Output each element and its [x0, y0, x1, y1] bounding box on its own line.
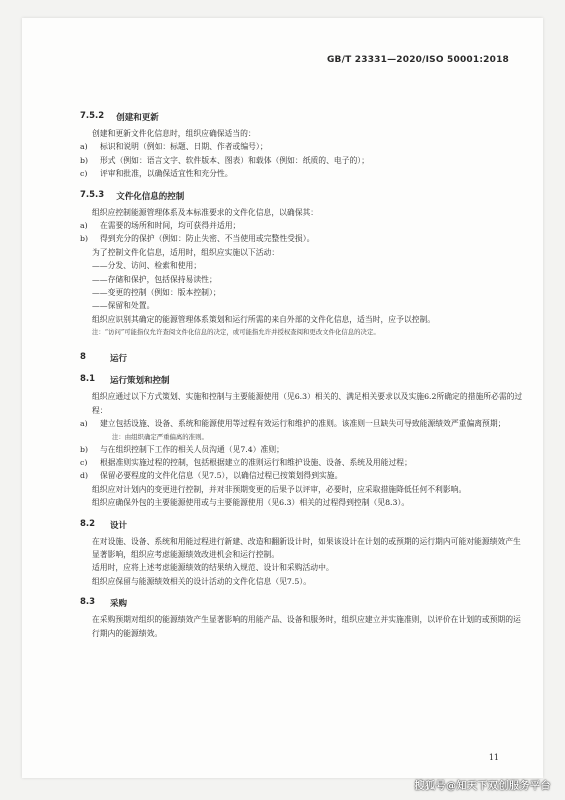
list-text: 建立包括设施、设备、系统和能源使用等过程有效运行和维护的准则。该准则一旦缺失可导致能源绩效严重偏离预期；	[100, 419, 506, 429]
list-item	[80, 140, 528, 153]
paragraph: 在对设施、设备、系统和用能过程进行新建、改造和翻新设计时，如果该设计在计划的或预期的运行期内可能对能源绩效产生显著影响，组织应考虑能源绩效改进机会和运行控制。	[92, 536, 521, 559]
dash-item: ——保留和处置。	[92, 301, 155, 311]
list-marker: c)	[80, 457, 88, 467]
section-title: 文件化信息的控制	[116, 191, 185, 202]
list-text: 得到充分的保护（例如：防止失密、不当使用或完整性受损）。	[100, 234, 315, 244]
section-heading-8-2	[80, 519, 528, 531]
list-marker: b)	[80, 234, 89, 244]
paragraph: 组织应确保外包的主要能源使用或与主要能源使用（见6.3）相关的过程得到控制（见8.3）。	[92, 498, 410, 508]
list-item	[80, 417, 528, 430]
list-marker: a)	[80, 221, 88, 231]
paragraph: 组织应对计划内的变更进行控制，并对非预期变更的后果予以评审，必要时，应采取措施降低任何不利影响。	[92, 484, 467, 494]
document-page	[22, 18, 543, 778]
list-item	[80, 443, 528, 456]
paragraph: 创建和更新文件化信息时，组织应确保适当的：	[92, 129, 256, 138]
list-marker: a)	[80, 142, 88, 152]
list-item	[80, 456, 528, 469]
paragraph: 组织应控制能源管理体系及本标准要求的文件化信息，以确保其：	[92, 207, 319, 217]
watermark-text: 搜狐号@知天下双创服务平台	[414, 781, 551, 792]
list-marker: c)	[80, 169, 88, 179]
section-heading-8-3	[80, 597, 528, 609]
list-text: 标识和说明（例如：标题、日期、作者或编号）；	[100, 142, 268, 152]
list-item	[80, 469, 528, 482]
section-number: 8.2	[80, 518, 96, 529]
list-text: 形式（例如：语言文字、软件版本、图表）和载体（例如：纸质的、电子的）；	[100, 155, 369, 165]
dash-item: ——变更的控制（例如：版本控制）；	[92, 288, 221, 298]
list-item	[80, 219, 528, 232]
section-title: 运行策划和控制	[110, 376, 170, 387]
page-number: 11	[488, 753, 499, 762]
list-marker: a)	[80, 419, 88, 429]
list-text: 与在组织控制下工作的相关人员沟通（见7.4）准则；	[100, 444, 284, 454]
paragraph: 组织应通过以下方式策划、实施和控制与主要能源使用（见6.3）相关的、满足相关要求以及实施6.2所确定的措施所必需的过程：	[92, 392, 523, 415]
section-heading-7-5-2	[80, 111, 528, 123]
page-content	[80, 102, 528, 640]
section-heading-8	[80, 352, 528, 364]
section-number: 7.5.2	[80, 111, 105, 121]
list-text: 在需要的场所和时间，均可获得并适用；	[100, 221, 241, 231]
list-marker: b)	[80, 155, 89, 165]
section-number: 8.1	[80, 374, 96, 385]
standard-code-header: GB/T 23331—2020/ISO 50001:2018	[326, 55, 509, 65]
list-marker: d)	[80, 471, 89, 481]
note: 注：“访问”可能指仅允许查阅文件化信息的决定，或可能指允许并授权查阅和更改文件化信息的决定。	[92, 328, 380, 337]
note: 注：由组织确定严重偏离的准则。	[112, 432, 208, 441]
section-title: 设计	[110, 520, 128, 531]
paragraph: 适用时，应将上述考虑能源绩效的结果纳入规范、设计和采购活动中。	[92, 563, 334, 573]
section-number: 8.3	[80, 597, 96, 608]
list-item	[80, 154, 528, 167]
section-number: 7.5.3	[80, 189, 105, 200]
list-item	[80, 232, 528, 245]
section-number: 8	[80, 352, 86, 363]
list-text: 评审和批准，以确保适宜性和充分性。	[100, 169, 233, 179]
list-text: 根据准则实施过程的控制，包括根据建立的准则运行和维护设施、设备、系统及用能过程；	[100, 457, 412, 467]
paragraph: 组织应保留与能源绩效相关的设计活动的文件化信息（见7.5）。	[92, 576, 312, 586]
dash-item: ——分发、访问、检索和使用；	[92, 261, 202, 271]
section-title: 运行	[110, 354, 128, 365]
section-heading-8-1	[80, 374, 528, 386]
section-title: 创建和更新	[116, 113, 159, 123]
paragraph: 在采购预期对组织的能源绩效产生显著影响的用能产品、设备和服务时，组织应建立并实施准则，以评价在计划的或预期的运行期内的能源绩效。	[92, 615, 521, 638]
section-title: 采购	[110, 599, 128, 610]
paragraph: 为了控制文件化信息，适用时，组织应实施以下活动：	[92, 247, 280, 257]
list-text: 保留必要程度的文件化信息（见7.5），以确信过程已按策划得到实施。	[100, 471, 343, 481]
list-marker: b)	[80, 444, 89, 454]
dash-item: ——存储和保护，包括保持易读性；	[92, 274, 217, 284]
paragraph: 组织应识别其确定的能源管理体系策划和运行所需的来自外部的文件化信息，适当时，应予以控制。	[92, 314, 436, 324]
section-heading-7-5-3	[80, 190, 528, 202]
list-item	[80, 167, 528, 180]
